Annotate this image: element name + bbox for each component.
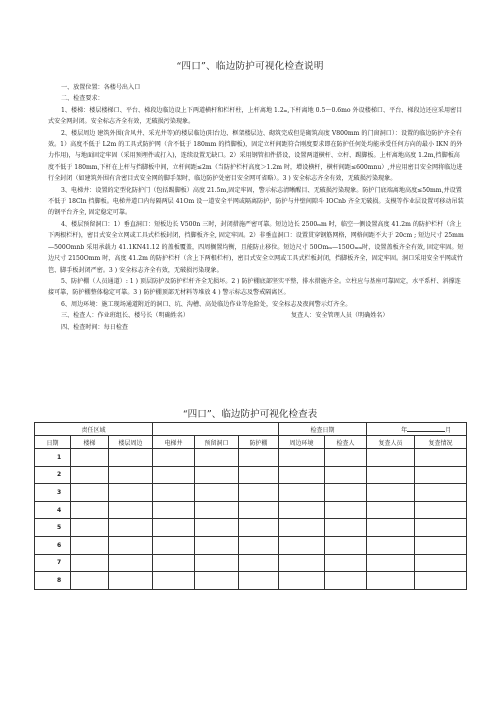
table-cell[interactable]	[367, 554, 415, 572]
area-label: 责任区域	[35, 423, 153, 436]
elevator-shaft-requirement: 3、电梯井：设置的定型化防护门（包括踢脚板）高度 21.5m,固定牢固，警示标志清晰醒目、无破损污染现象。防护门底端离地高度≤50mm,并设置不低于 18Cln 挡脚板。电梯井道口内每隔两层 41Om 设一道安全平网或隔离防护，防护与井壁间隙斗 IOCnb 齐全无破损。支模等作业层设置可移动吊装的钢平台齐全, 固定稳定可靠。	[48, 186, 464, 217]
table-cell[interactable]	[71, 572, 109, 590]
table-cell[interactable]	[71, 449, 109, 467]
table-cell[interactable]	[71, 536, 109, 554]
table-cell[interactable]	[239, 572, 279, 590]
header-protective-shed: 防护棚	[239, 436, 279, 449]
table-cell[interactable]	[325, 536, 367, 554]
header-date: 日期	[35, 436, 71, 449]
table-cell[interactable]	[109, 466, 153, 484]
table-cell[interactable]	[109, 501, 153, 519]
table-cell[interactable]	[325, 484, 367, 502]
inspection-table	[34, 422, 467, 590]
table-cell[interactable]	[325, 519, 367, 537]
table-cell[interactable]	[195, 519, 239, 537]
table-row	[35, 554, 467, 572]
year-label: 年	[401, 426, 408, 434]
table-cell[interactable]	[239, 501, 279, 519]
table-cell[interactable]	[239, 554, 279, 572]
header-surroundings: 周边环境	[279, 436, 325, 449]
table-cell[interactable]	[279, 572, 325, 590]
table-header-row	[35, 436, 467, 449]
table-cell[interactable]	[325, 466, 367, 484]
table-cell[interactable]	[153, 519, 195, 537]
table-row	[35, 466, 467, 484]
header-reviewer: 复查人员	[367, 436, 415, 449]
table-cell[interactable]	[239, 484, 279, 502]
row-number: 4	[35, 501, 71, 519]
table-cell[interactable]	[195, 536, 239, 554]
month-label: 月	[445, 426, 452, 434]
table-cell[interactable]	[367, 572, 415, 590]
document-title: “四口”、临边防护可视化检查说明	[176, 61, 324, 72]
table-cell[interactable]	[367, 519, 415, 537]
table-cell[interactable]	[109, 449, 153, 467]
table-cell[interactable]	[415, 449, 467, 467]
checker-text: 三、检查人：作业班组长、楼号长（明确姓名）	[61, 312, 189, 320]
table-row	[35, 484, 467, 502]
table-cell[interactable]	[153, 501, 195, 519]
table-cell[interactable]	[279, 536, 325, 554]
table-title: “四口”、临边防护可视化检查表	[182, 409, 318, 420]
table-cell[interactable]	[279, 501, 325, 519]
table-cell[interactable]	[109, 554, 153, 572]
area-value-cell[interactable]	[153, 423, 279, 436]
table-cell[interactable]	[367, 536, 415, 554]
table-cell[interactable]	[367, 449, 415, 467]
row-number: 8	[35, 572, 71, 590]
table-cell[interactable]	[279, 466, 325, 484]
table-cell[interactable]	[325, 554, 367, 572]
header-reserved-openings: 预留洞口	[195, 436, 239, 449]
date-label: 检查日期	[279, 423, 367, 436]
floor-openings-requirement: 4、楼层预留洞口：1）垂直洞口：短板边长 V500n 三时，封闭措施严密可靠。短边边长 2500ₘm 时，临空一侧设置高度 41.2m 的防护栏杆（含上下两根栏杆)，密目式安全立网或工具式栏板封闭，挡脚板齐全, 固定牢固。2）非垂直洞口：设置贯穿钢筋网格，网格间距不大于 20cm ; 短边尺寸 25mm—500Omnb 采用承载力 41.1KN41.12 的盖板覆盖，四周搁置均衡，且能防止移位。短边尺寸 50Omₘ—150Oₘₘ时，设置盖板齐全有效, 固定牢固。短边尺寸 2150Omm 时，高度 41.2m 的防护栏杆（含上下两根栏杆)，密目式安全立网或工具式栏板封闭，挡脚板齐全，固定牢固。洞口采用安全平网或竹笆、脚手板封闭严密。3 ) 安全标志齐全有效，无破损污染现象。	[48, 220, 464, 274]
table-cell[interactable]	[239, 519, 279, 537]
table-cell[interactable]	[279, 484, 325, 502]
table-cell[interactable]	[71, 501, 109, 519]
protective-shed-requirement: 5、防护棚（人员通道）: 1 ) 顶层防护及防护栏杆齐全无损坏。2 ) 防护棚底部坚实平整，排水措施齐全。立柱应与基座可靠固定，水平系杆、斜撑连接可靠，防护棚整体稳定可靠。3 ) 防护棚顶部无材料等堆放 4 ) 警示标志及警戒隔离区。	[48, 277, 461, 297]
table-cell[interactable]	[415, 466, 467, 484]
table-cell[interactable]	[109, 572, 153, 590]
table-cell[interactable]	[415, 519, 467, 537]
table-cell[interactable]	[195, 484, 239, 502]
table-cell[interactable]	[415, 536, 467, 554]
table-cell[interactable]	[279, 519, 325, 537]
table-cell[interactable]	[415, 501, 467, 519]
table-cell[interactable]	[71, 484, 109, 502]
table-cell[interactable]	[367, 484, 415, 502]
requirements-heading: 二、检查要求：	[61, 95, 104, 103]
stairs-requirement: 1、楼梯：楼层楼梯口、平台、梯段边临边设上下两道横杆和栏杆柱，上杆离地 1.2ₘ,下杆离地 0.5～0.6mo 外设楼梯口、平台、梯段边还应采用密目式安全网封闭。安全标志齐全有效，无破损污染现象。	[48, 106, 463, 126]
inspection-description	[48, 82, 464, 333]
header-elevator-shaft: 电梯井	[153, 436, 195, 449]
row-number: 2	[35, 466, 71, 484]
table-cell[interactable]	[109, 536, 153, 554]
reviewer-text: 复查人：安全管理人员（明确姓名）	[291, 312, 389, 320]
date-value-cell[interactable]	[367, 423, 467, 436]
table-cell[interactable]	[415, 572, 467, 590]
table-cell[interactable]	[325, 449, 367, 467]
table-cell[interactable]	[71, 519, 109, 537]
table-cell[interactable]	[153, 572, 195, 590]
table-cell[interactable]	[195, 501, 239, 519]
surroundings-requirement: 6、周边环境：施工现场通道附近的洞口、坑、沟槽、高处临边作业等危险处，安全标志及夜间警示灯齐全。	[61, 300, 352, 308]
table-cell[interactable]	[415, 554, 467, 572]
header-floor-perimeter: 楼层周边	[109, 436, 153, 449]
table-body	[35, 449, 467, 590]
table-cell[interactable]	[195, 449, 239, 467]
table-cell[interactable]	[71, 554, 109, 572]
table-row	[35, 449, 467, 467]
table-cell[interactable]	[195, 572, 239, 590]
table-cell[interactable]	[239, 449, 279, 467]
table-cell[interactable]	[325, 501, 367, 519]
table-row	[35, 501, 467, 519]
row-number: 6	[35, 536, 71, 554]
table-cell[interactable]	[109, 519, 153, 537]
table-cell[interactable]	[415, 484, 467, 502]
table-meta-row	[35, 423, 467, 436]
table-cell[interactable]	[109, 484, 153, 502]
row-number: 5	[35, 519, 71, 537]
row-number: 1	[35, 449, 71, 467]
table-cell[interactable]	[239, 466, 279, 484]
table-cell[interactable]	[153, 449, 195, 467]
table-cell[interactable]	[71, 466, 109, 484]
table-row	[35, 536, 467, 554]
table-cell[interactable]	[367, 466, 415, 484]
table-cell[interactable]	[153, 554, 195, 572]
row-number: 7	[35, 554, 71, 572]
roles-line	[48, 310, 464, 321]
placement-text: 一、放置位置：各楼号出入口	[61, 84, 141, 91]
table-cell[interactable]	[195, 554, 239, 572]
row-number: 3	[35, 484, 71, 502]
table-cell[interactable]	[239, 536, 279, 554]
table-cell[interactable]	[325, 572, 367, 590]
table-row	[35, 572, 467, 590]
table-cell[interactable]	[279, 554, 325, 572]
table-cell[interactable]	[195, 466, 239, 484]
table-cell[interactable]	[153, 536, 195, 554]
table-cell[interactable]	[279, 449, 325, 467]
table-cell[interactable]	[153, 484, 195, 502]
table-cell[interactable]	[153, 466, 195, 484]
table-row	[35, 519, 467, 537]
table-cell[interactable]	[367, 501, 415, 519]
header-stairs: 楼梯	[71, 436, 109, 449]
floor-perimeter-requirement: 2、楼层周边 建筑外围(含风井、采光井等)的楼层临边(阳台边、框架楼层边、砌筑完成但是砌筑高度 V800mm 的门窗洞口）：设置的临边防护齐全有效。1）高度不低于 L2m 的工具式防护网（含不低于 180mm 的挡脚板)，固定立杆间距符合刚度要求即在防护任何处均能承受任何方向的最小 IKN 的外力作用)，与地面固定牢固（采用预埋件或打入)，连续设置无缺口。2）采用钢管扣件搭设，设置两道横杆、立杆、踢脚板。上杆离地高度 1.2m,挡脚板高度不低于 180mm,下杆在上杆与挡脚板中间，立杆间距≤2m（当防护栏杆高度＞1.2m 时，增设横杆，横杆间距≤600mnu）,并应用密目安全网将临边进行全封闭（如建筑外围有含密目式安全网的脚手架时，临边防护处密目安全网可省略）。3 ) 安全标志齐全有效，无破损污染现象。	[48, 129, 463, 183]
header-review-status: 复查情况	[415, 436, 467, 449]
header-checker: 检查人	[325, 436, 367, 449]
inspection-time-text: 四、检查时间：每日检查	[61, 323, 129, 331]
